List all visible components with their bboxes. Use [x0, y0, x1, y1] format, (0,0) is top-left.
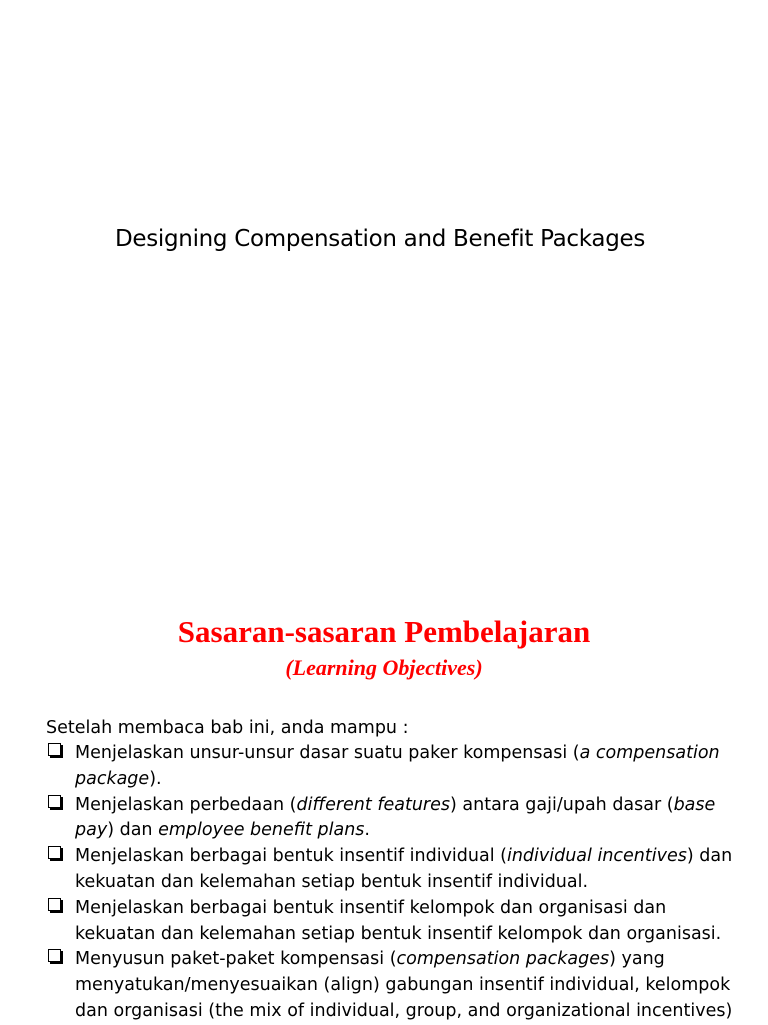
objective-text: ) yang menyatukan/menyesuaikan (align) gabungan insentif individual, kelompok dan organisasi (the mix of individual, group, and organizational incentives)	[75, 949, 733, 1021]
objective-term: employee benefit plans	[158, 820, 365, 841]
objective-text: Menjelaskan berbagai bentuk insentif individual (	[75, 846, 507, 867]
objective-item	[46, 947, 746, 1024]
objective-item	[46, 741, 746, 793]
objective-term: base pay	[75, 794, 716, 841]
objective-term: different features	[296, 794, 451, 815]
section-subheading: (Learning Objectives)	[285, 655, 483, 680]
objective-text: Menyusun paket-paket kompensasi (	[75, 949, 397, 970]
objective-text: ) antara gaji/upah dasar (	[450, 794, 674, 815]
objective-text: Menjelaskan berbagai bentuk insentif kelompok dan organisasi dan kekuatan dan kelemahan setiap bentuk insentif kelompok dan organisasi.	[75, 897, 722, 944]
checkbox-icon	[48, 743, 61, 756]
checkbox-icon	[48, 846, 61, 859]
objective-term: compensation packages	[396, 949, 610, 970]
objective-text: Menjelaskan unsur-unsur dasar suatu paker kompensasi (	[75, 743, 580, 763]
objective-text: .	[364, 820, 370, 841]
objective-term: individual incentives	[506, 846, 687, 867]
objective-text: ) dan kekuatan dan kelemahan setiap bentuk insentif individual.	[75, 846, 733, 892]
objective-text: ) dan	[107, 820, 159, 841]
section-heading: Sasaran-sasaran Pembelajaran	[177, 614, 591, 649]
objective-text: ).	[149, 768, 162, 789]
objective-text: Menjelaskan perbedaan (	[75, 794, 297, 815]
objective-item	[46, 844, 746, 896]
checkbox-icon	[48, 898, 61, 911]
intro-text: Setelah membaca bab ini, anda mampu :	[46, 718, 409, 738]
objectives-list	[46, 741, 746, 1025]
checkbox-icon	[48, 795, 61, 808]
checkbox-icon	[48, 949, 61, 962]
objective-item	[46, 896, 746, 948]
objective-item	[46, 793, 746, 845]
objective-term: a compensation package	[75, 743, 720, 789]
slide-title: Designing Compensation and Benefit Packages	[114, 226, 646, 252]
